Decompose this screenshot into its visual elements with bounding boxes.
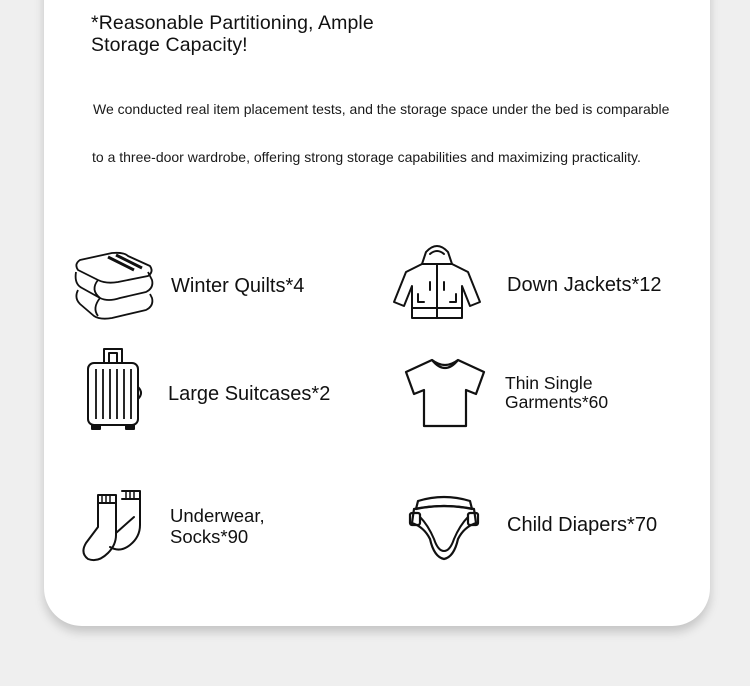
diaper-icon (408, 495, 480, 563)
item-thin-garments (404, 358, 608, 428)
item-label: Winter Quilts*4 (171, 274, 305, 297)
item-label-line-1: Thin Single (505, 373, 593, 393)
folded-quilt-icon (72, 250, 156, 322)
description-line-2: to a three-door wardrobe, offering strong storage capabilities and maximizing practicality. (92, 149, 641, 165)
item-label-line-2: Socks*90 (170, 526, 249, 547)
section-headline (91, 12, 421, 56)
headline-line-2: Storage Capacity! (91, 34, 248, 56)
item-label: Child Diapers*70 (507, 513, 658, 536)
description-line-1: We conducted real item placement tests, and the storage space under the bed is comparable (93, 101, 670, 117)
item-underwear-socks (80, 489, 265, 563)
item-label-line-1: Underwear, (170, 505, 265, 526)
item-label: Down Jackets*12 (507, 274, 662, 296)
jacket-icon (392, 242, 482, 320)
headline-line-1: *Reasonable Partitioning, Ample (91, 12, 374, 34)
item-child-diapers (408, 495, 657, 563)
item-large-suitcases (86, 347, 330, 431)
item-winter-quilts (72, 250, 304, 322)
tshirt-icon (404, 358, 486, 428)
socks-icon (80, 489, 144, 563)
item-label: Large Suitcases*2 (168, 382, 331, 405)
item-label (170, 505, 265, 547)
item-label-line-2: Garments*60 (505, 392, 609, 412)
item-down-jackets (392, 242, 662, 320)
item-label (505, 374, 608, 412)
suitcase-icon (86, 347, 144, 431)
